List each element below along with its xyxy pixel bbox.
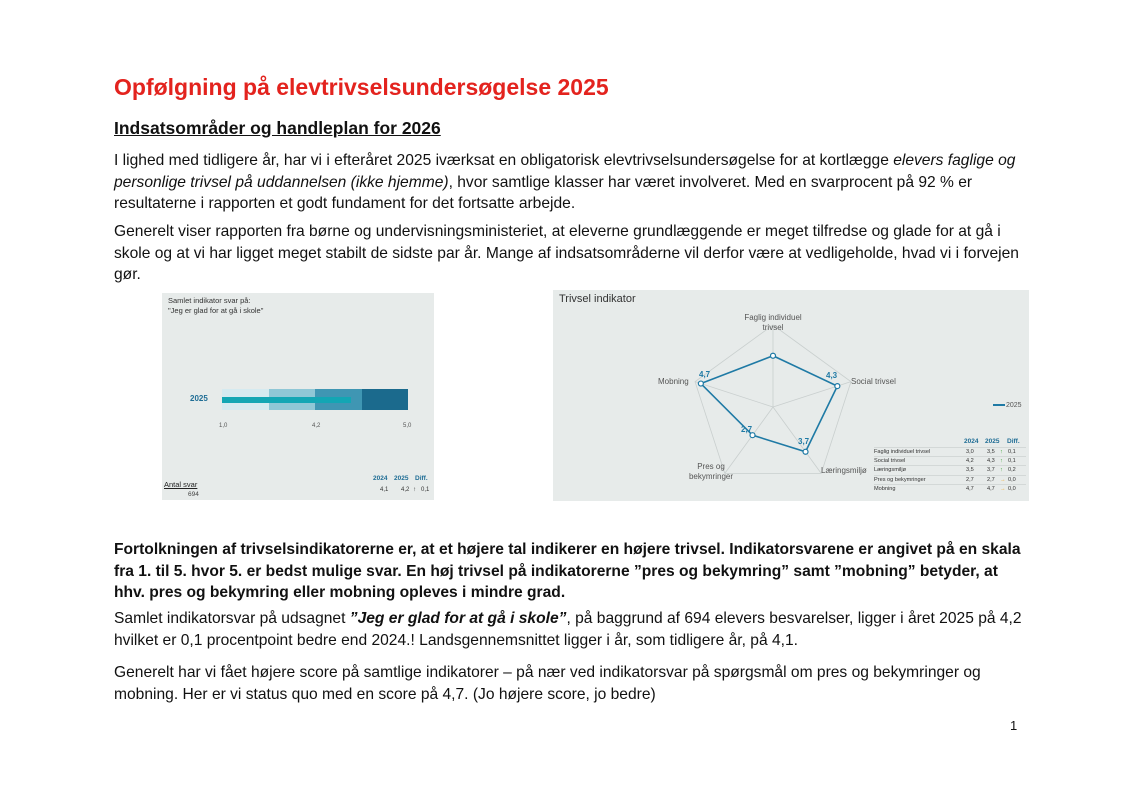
radar-spoke bbox=[695, 382, 773, 407]
indicator-name: Social trivsel bbox=[874, 458, 906, 465]
table-header-2025: 2025 bbox=[394, 475, 409, 482]
overall-text-a: Samlet indikatorsvar på udsagnet bbox=[114, 610, 350, 627]
indicator-name: Faglig individuel trivsel bbox=[874, 449, 931, 455]
value-label-mobning: 4,7 bbox=[699, 370, 711, 379]
tick-label-max: 5,0 bbox=[403, 423, 412, 429]
indicator-name: Pres og bekymringer bbox=[874, 476, 926, 483]
value-2024: 3,0 bbox=[966, 449, 974, 455]
trend-up-icon: ↑ bbox=[1000, 449, 1003, 455]
table-header-2025: 2025 bbox=[985, 438, 1000, 445]
axis-label-pres-line-1: Pres og bbox=[697, 462, 725, 471]
value-2025: 2,7 bbox=[987, 476, 995, 483]
value-2024: 4,1 bbox=[380, 487, 389, 493]
axis-label-faglig bbox=[738, 313, 808, 333]
trend-flat-icon: → bbox=[1000, 485, 1006, 492]
intro-text-b: , hvor samtlige klasser har været involveret. Med en svarprocent på 92 % er resultaterne i rapporten et godt fundament for det fortsatte arbejde. bbox=[114, 173, 973, 212]
value-2024: 4,7 bbox=[966, 485, 974, 492]
value-diff: 0,2 bbox=[1008, 467, 1016, 474]
indicator-table-row bbox=[874, 447, 1026, 456]
value-2024: 4,2 bbox=[966, 458, 974, 465]
chart-title-line-1: Samlet indikator svar på: bbox=[168, 296, 251, 305]
table-header-diff: Diff. bbox=[1007, 438, 1020, 445]
value-diff: 0,0 bbox=[1008, 485, 1016, 492]
table-header-2024: 2024 bbox=[373, 475, 388, 482]
tick-label-min: 1,0 bbox=[219, 423, 228, 429]
radar-point bbox=[803, 449, 808, 454]
glad-in-school-chart bbox=[162, 293, 434, 500]
indicator-table-row bbox=[874, 475, 1026, 484]
scale-band bbox=[362, 389, 409, 410]
value-diff: 0,1 bbox=[1008, 449, 1016, 455]
overall-indicator-paragraph bbox=[114, 608, 1024, 651]
indicator-table bbox=[874, 437, 1026, 493]
value-2024: 3,5 bbox=[966, 467, 974, 474]
value-2025: 4,7 bbox=[987, 485, 995, 492]
trend-flat-icon: → bbox=[1000, 476, 1006, 483]
intro-text-italic: elevers faglige og personlige trivsel på uddannelsen (ikke hjemme) bbox=[114, 152, 1016, 191]
indicator-name: Mobning bbox=[874, 485, 896, 492]
axis-label-pres bbox=[681, 462, 741, 482]
intro-paragraph bbox=[114, 150, 1024, 215]
radar-series-line bbox=[701, 356, 837, 452]
value-bar bbox=[222, 397, 351, 403]
trend-up-icon: ↑ bbox=[1000, 458, 1003, 465]
table-header-2024: 2024 bbox=[964, 438, 979, 445]
value-2024: 2,7 bbox=[966, 476, 974, 483]
value-2025: 4,3 bbox=[987, 458, 995, 465]
radar-point bbox=[771, 353, 776, 358]
indicator-table-row bbox=[874, 465, 1026, 474]
value-2025: 3,7 bbox=[987, 467, 995, 474]
response-count-label: Antal svar bbox=[164, 480, 198, 489]
section-heading: Indsatsområder og handleplan for 2026 bbox=[114, 118, 441, 138]
axis-label-social: Social trivsel bbox=[851, 377, 896, 386]
value-2025: 4,2 bbox=[401, 487, 410, 493]
axis-label-faglig-line-1: Faglig individuel bbox=[744, 313, 802, 322]
page-title: Opfølgning på elevtrivselsundersøgelse 2025 bbox=[114, 74, 609, 100]
summary-paragraph: Generelt viser rapporten fra børne og undervisningsministeriet, at eleverne grundlæggende er meget tilfredse og glade for at gå i skole og at vi har ligget meget stabilt de sidste par år. Mange af indsatsområderne vil derfor være at vedligeholde, hvad vi i forvejen gør. bbox=[114, 223, 1019, 283]
legend-line-swatch bbox=[993, 404, 1005, 406]
axis-label-faglig-line-2: trivsel bbox=[762, 323, 784, 332]
response-count-value: 694 bbox=[188, 491, 199, 498]
overall-text-b: , på baggrund af 694 elevers besvarelser, ligger i året 2025 på 4,2 hvilket er 0,1 procentpoint bedre end 2024.! Landsgennemsnittet ligger i år, som tidligere år, på 4,1. bbox=[114, 610, 1022, 649]
radar-point bbox=[698, 381, 703, 386]
table-header-diff: Diff. bbox=[415, 475, 428, 482]
indicator-table-row bbox=[874, 456, 1026, 465]
chart-title bbox=[168, 296, 263, 316]
indicator-name: Læringsmiljø bbox=[874, 467, 907, 474]
bar-category-label: 2025 bbox=[190, 394, 208, 403]
interpretation-paragraph: Fortolkningen af trivselsindikatorerne er, at et højere tal indikerer en højere trivsel. Indikatorsvarene er angivet på en skala fra 1. til 5. hvor 5. er bedst mulige svar. En høj trivsel på indikatorerne ”pres og bekymring” samt ”mobning” betyder, at hhv. pres og bekymring eller mobning opleves i mindre grad. bbox=[114, 541, 1021, 601]
indicator-table-rows bbox=[874, 447, 1026, 493]
tick-label-mid: 4,2 bbox=[312, 423, 321, 429]
conclusion-paragraph: Generelt har vi fået højere score på samtlige indikatorer – på nær ved indikatorsvar på spørgsmål om pres og bekymringer og mobning. Her er vi status quo med en score på 4,7. (Jo højere score, jo bedre) bbox=[114, 664, 981, 703]
value-label-laering: 3,7 bbox=[798, 437, 810, 446]
chart-legend bbox=[993, 402, 1022, 409]
axis-label-laering: Læringsmiljø bbox=[821, 466, 867, 475]
value-label-pres: 2,7 bbox=[741, 425, 753, 434]
value-diff: 0,1 bbox=[421, 487, 430, 493]
radar-point bbox=[835, 384, 840, 389]
value-diff: 0,1 bbox=[1008, 458, 1016, 465]
page-number: 1 bbox=[1010, 718, 1018, 733]
value-2025: 3,5 bbox=[987, 449, 995, 455]
value-label-social: 4,3 bbox=[826, 371, 838, 380]
chart-title-line-2: "Jeg er glad for at gå i skole" bbox=[168, 306, 264, 315]
legend-series-label: 2025 bbox=[1006, 402, 1022, 409]
indicator-table-header bbox=[874, 437, 1026, 447]
overall-text-italic: ”Jeg er glad for at gå i skole” bbox=[349, 610, 567, 627]
axis-label-mobning: Mobning bbox=[658, 377, 689, 386]
axis-label-pres-line-2: bekymringer bbox=[688, 472, 733, 481]
trend-up-icon: ↑ bbox=[413, 487, 416, 493]
wellbeing-radar-chart bbox=[553, 290, 1029, 501]
intro-text-a: I lighed med tidligere år, har vi i efteråret 2025 iværksat en obligatorisk elevtrivselsundersøgelse for at kortlægge bbox=[114, 152, 894, 169]
indicator-table-row bbox=[874, 484, 1026, 493]
value-diff: 0,0 bbox=[1008, 476, 1016, 483]
trend-up-icon: ↑ bbox=[1000, 467, 1003, 474]
chart-title: Trivsel indikator bbox=[559, 293, 636, 305]
